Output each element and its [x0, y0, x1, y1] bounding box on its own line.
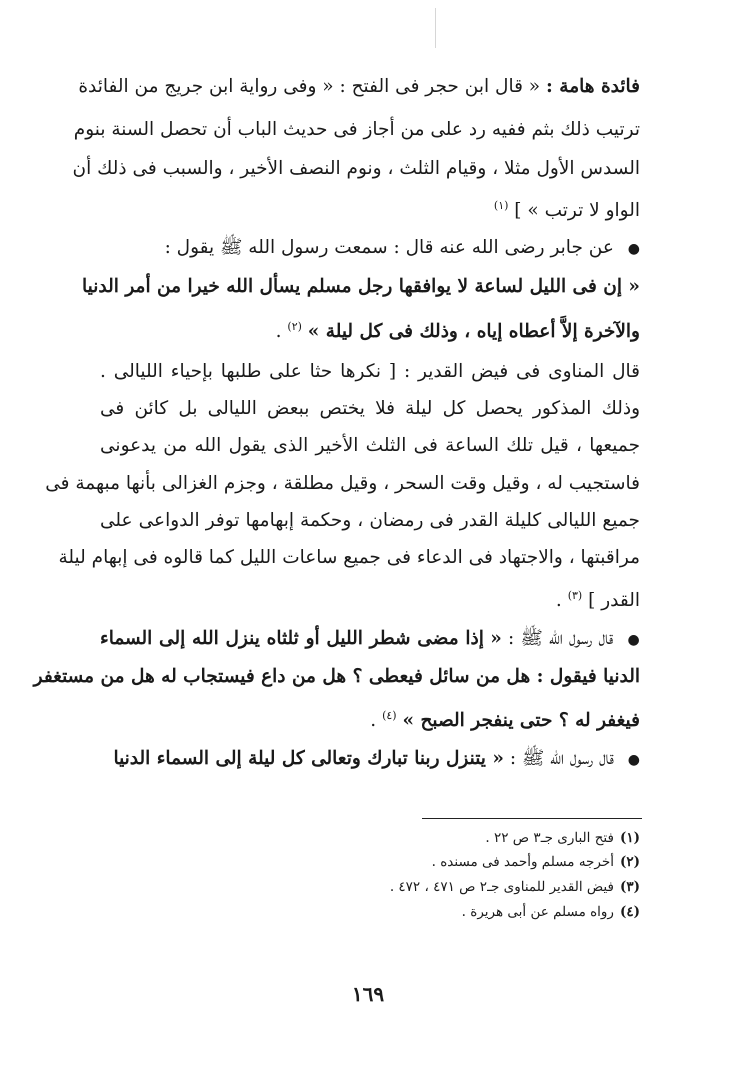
hadith-text: فيغفر له ؟ حتى ينفجر الصبح »	[402, 710, 640, 732]
footnote-text: رواه مسلم عن أبى هريرة .	[461, 904, 614, 920]
line-text: جميعها ، قيل تلك الساعة فى الثلث الأخير الذى يقول الله من يدعونى	[100, 435, 640, 456]
hadith-text: « إن فى الليل لساعة لا يوافقها رجل مسلم يسأل الله خيرا من أمر الدنيا	[82, 276, 640, 297]
line-end: .	[555, 590, 562, 612]
text-line	[100, 233, 640, 267]
hadith-text: « إذا مضى شطر الليل أو ثلثاه ينزل الله إلى السماء	[100, 628, 502, 649]
line-text: فاستجيب له ، وقيل وقت السحر ، وقيل مطلقة ، وجزم الغزالى بأنها مبهمة فى	[45, 473, 640, 494]
text-line	[100, 581, 640, 615]
text-line	[33, 662, 640, 696]
footnote-number: (٣)	[619, 879, 640, 895]
hadith-text: والآخرة إلاَّ أعطاه إياه ، وذلك فى كل ليلة »	[307, 321, 640, 343]
line-text: جميع الليالى كليلة القدر فى رمضان ، وحكمة إبهامها توفر الدواعى على	[100, 510, 640, 531]
text-line	[100, 312, 640, 346]
footnote-text: أخرجه مسلم وأحمد فى مسنده .	[431, 854, 614, 870]
bullet-icon: ●	[627, 752, 640, 768]
section-heading: فائدة هامة :	[546, 76, 640, 97]
footnote-number: (٢)	[619, 854, 640, 870]
line-text: قال رسول الله ﷺ :	[508, 628, 614, 649]
footnote-number: (١)	[619, 830, 640, 846]
text-line	[45, 469, 640, 503]
line-text: الواو لا ترتب » ]	[514, 200, 640, 222]
text-line	[100, 624, 640, 658]
line-text: عن جابر رضى الله عنه قال : سمعت رسول الله ﷺ يقول :	[164, 237, 614, 258]
text-line	[100, 357, 640, 391]
text-line	[58, 543, 640, 577]
footnote-item	[220, 850, 640, 874]
footnote-marker: (٤)	[382, 709, 397, 722]
line-end: .	[370, 710, 377, 732]
line-text: وذلك المذكور يحصل كل ليلة فلا يختص ببعض الليالى بل كائن فى	[100, 398, 640, 419]
footnote-text: فيض القدير للمناوى جـ٢ ص ٤٧١ ، ٤٧٢ .	[389, 879, 614, 895]
footnote-marker: (١)	[493, 199, 509, 212]
footnote-text: فتح البارى جـ٣ ص ٢٢ .	[485, 830, 614, 846]
text-line	[78, 72, 640, 106]
text-line	[100, 744, 640, 778]
line-text: قال رسول الله ﷺ :	[509, 748, 614, 769]
page-number: ١٦٩	[351, 982, 385, 1006]
text-line	[100, 394, 640, 428]
line-text: القدر ]	[588, 590, 640, 612]
line-text: السدس الأول مثلا ، وقيام الثلث ، ونوم النصف الأخير ، والسبب فى ذلك أن	[72, 158, 640, 179]
text-line	[100, 506, 640, 540]
footnote-item	[220, 900, 640, 924]
text-line	[100, 431, 640, 465]
footnote-divider	[422, 818, 642, 819]
text-line	[100, 191, 640, 225]
text-line	[82, 272, 640, 306]
footnote-marker: (٣)	[567, 589, 583, 602]
text-line	[73, 115, 640, 149]
line-text: مراقبتها ، والاجتهاد فى الدعاء فى جميع ساعات الليل كما قالوه فى إبهام ليلة	[58, 547, 640, 568]
text-line	[72, 154, 640, 188]
bullet-icon: ●	[627, 241, 640, 257]
scan-mark	[435, 8, 436, 48]
line-text: قال المناوى فى فيض القدير : [ نكرها حثا على طلبها بإحياء الليالى .	[100, 361, 640, 382]
line-text: ترتيب ذلك بثم ففيه رد على من أجاز فى حديث الباب أن تحصل السنة بنوم	[73, 119, 640, 140]
bullet-icon: ●	[627, 632, 640, 648]
footnote-number: (٤)	[619, 904, 640, 920]
footnote-marker: (٢)	[287, 320, 302, 333]
line-text: « قال ابن حجر فى الفتح : « وفى رواية ابن جريج من الفائدة	[78, 76, 541, 97]
hadith-text: الدنيا فيقول : هل من سائل فيعطى ؟ هل من داع فيستجاب له هل من مستغفر	[33, 666, 640, 687]
text-line	[100, 701, 640, 735]
footnote-item	[220, 826, 640, 850]
hadith-text: « يتنزل ربنا تبارك وتعالى كل ليلة إلى السماء الدنيا	[113, 748, 504, 769]
footnote-item	[220, 875, 640, 899]
line-end: .	[275, 321, 282, 343]
